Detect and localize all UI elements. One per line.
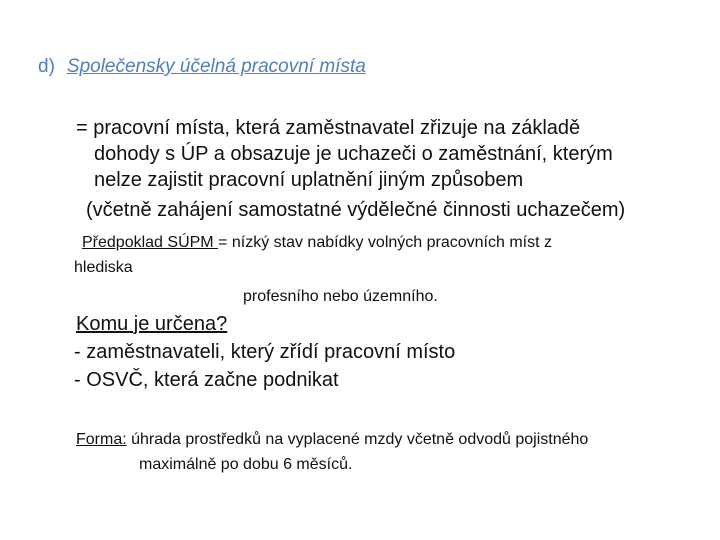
- definition-line-3: nelze zajistit pracovní uplatnění jiným způsobem: [94, 169, 524, 191]
- form-label: Forma:: [76, 431, 127, 448]
- precondition-label: Předpoklad SÚPM: [82, 234, 219, 251]
- definition-line-1: = pracovní místa, která zaměstnavatel zřizuje na základě: [76, 117, 581, 139]
- section-heading: [38, 56, 366, 78]
- precondition-line-3: profesního nebo územního.: [243, 288, 438, 305]
- recipient-item-employer: - zaměstnavateli, který zřídí pracovní místo: [74, 341, 456, 363]
- precondition-text: = nízký stav nabídky volných pracovních míst z: [218, 234, 552, 251]
- recipients-question: [76, 311, 227, 337]
- form-line-1: [76, 430, 588, 450]
- precondition-line-2: hlediska: [74, 259, 133, 276]
- definition-line-2: dohody s ÚP a obsazuje je uchazeči o zaměstnání, kterým: [94, 143, 613, 165]
- precondition-line-1: [82, 233, 552, 253]
- form-line-2: maximálně po dobu 6 měsíců.: [139, 456, 353, 473]
- section-letter: d): [38, 56, 55, 77]
- definition-line-4: (včetně zahájení samostatné výdělečné činnosti uchazečem): [86, 199, 626, 221]
- recipient-item-osvc: - OSVČ, která začne podnikat: [74, 369, 339, 391]
- form-text: úhrada prostředků na vyplacené mzdy včetně odvodů pojistného: [126, 431, 589, 448]
- section-title: Společensky účelná pracovní místa: [66, 56, 366, 77]
- recipients-question-text: Komu je určena?: [76, 313, 228, 335]
